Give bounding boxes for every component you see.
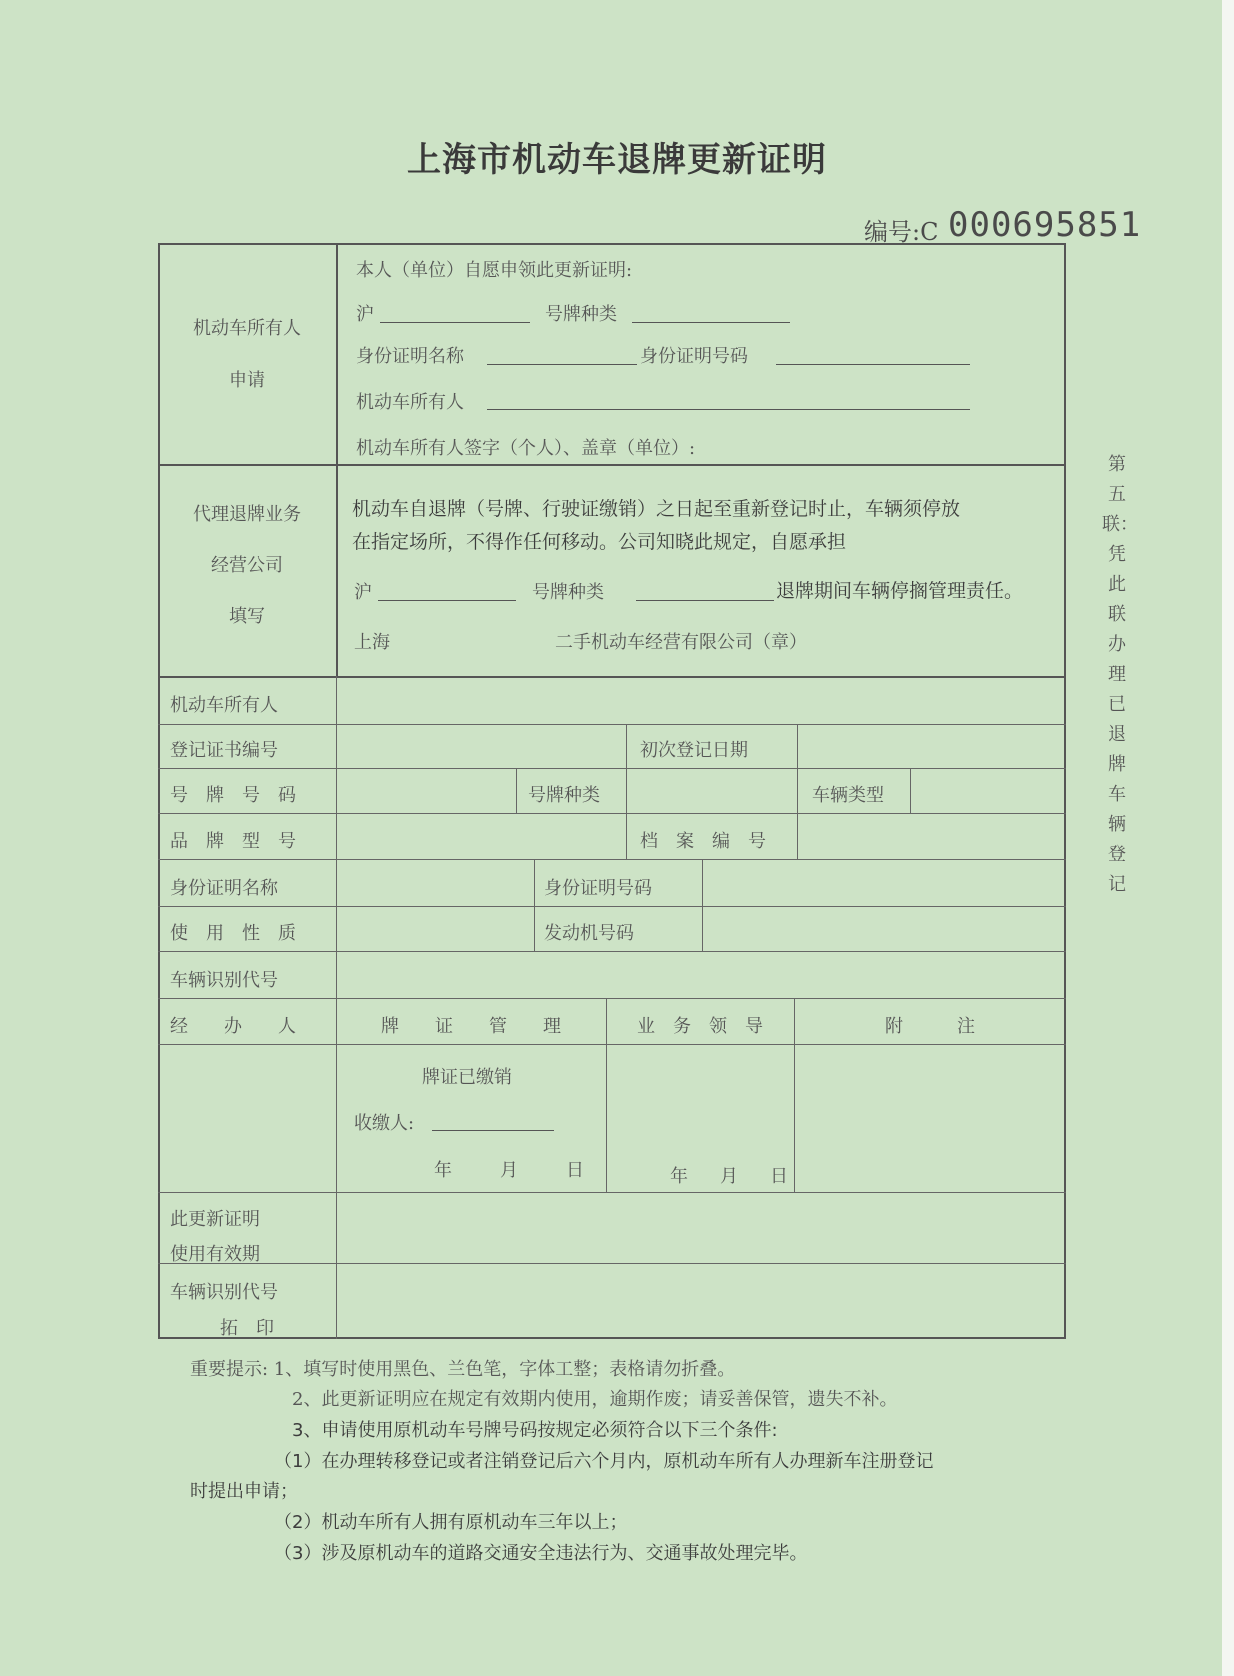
divider — [702, 859, 703, 951]
vehicle-type-label: 车辆类型 — [812, 785, 884, 806]
plate-type-label: 号牌种类 — [545, 304, 617, 325]
year-label: 年 — [434, 1160, 452, 1181]
plate-number-field[interactable] — [380, 322, 530, 323]
scan-edge — [1222, 0, 1234, 1676]
day-label-2: 日 — [770, 1166, 788, 1187]
validity-label-1: 此更新证明 — [170, 1209, 260, 1230]
copy-note-text: 第五联：凭此联办理已退牌车辆登记 — [1102, 454, 1138, 895]
id-number-label: 身份证明号码 — [640, 346, 748, 367]
plate-type-label-2: 号牌种类 — [532, 582, 604, 603]
brand-model-label: 品 牌 型 号 — [170, 831, 296, 852]
note-3: 3、申请使用原机动车号牌号码按规定必须符合以下三个条件: — [292, 1420, 778, 1441]
divider — [336, 676, 337, 1339]
divider — [158, 859, 1066, 860]
plate-type-row-label: 号牌种类 — [528, 785, 600, 806]
section2-header-1: 代理退牌业务 — [193, 504, 301, 525]
month-label-2: 月 — [720, 1166, 738, 1187]
company-label: 二手机动车经营有限公司（章） — [555, 632, 807, 653]
owner-field[interactable] — [487, 409, 970, 410]
divider — [158, 998, 1066, 999]
vin-rubbing-label-2: 拓 印 — [220, 1318, 274, 1339]
day-label: 日 — [566, 1160, 584, 1181]
divider — [797, 813, 798, 859]
id-number-row-label: 身份证明号码 — [544, 878, 652, 899]
section2-text-2: 在指定场所，不得作任何移动。公司知晓此规定，自愿承担 — [352, 531, 847, 553]
divider — [910, 768, 911, 813]
divider — [158, 1192, 1066, 1193]
collector-field[interactable] — [432, 1130, 554, 1131]
divider — [534, 859, 535, 951]
copy-note — [1102, 450, 1138, 900]
business-lead-label: 业 务 领 导 — [637, 1016, 763, 1037]
id-name-label: 身份证明名称 — [356, 346, 464, 367]
owner-label: 机动车所有人 — [356, 392, 464, 413]
note-2: 2、此更新证明应在规定有效期内使用，逾期作废；请妥善保管，遗失不补。 — [292, 1389, 898, 1410]
serial-label: 编号:C — [864, 218, 939, 246]
id-name-field[interactable] — [487, 364, 637, 365]
handler-label: 经 办 人 — [170, 1016, 296, 1037]
note-4b: 时提出申请； — [190, 1481, 298, 1502]
first-reg-date-label: 初次登记日期 — [640, 740, 748, 761]
divider — [626, 768, 627, 813]
divider — [797, 724, 798, 768]
divider — [336, 243, 338, 676]
consent-line: 本人（单位）自愿申领此更新证明: — [356, 260, 633, 281]
divider — [158, 724, 1066, 725]
signature-label: 机动车所有人签字（个人）、盖章（单位）: — [356, 438, 696, 459]
serial-number: 000695851 — [948, 205, 1142, 245]
note-5: （2）机动车所有人拥有原机动车三年以上； — [274, 1512, 628, 1533]
divider — [158, 906, 1066, 907]
plate-no-label: 号 牌 号 码 — [170, 785, 296, 806]
note-6: （3）涉及原机动车的道路交通安全违法行为、交通事故处理完毕。 — [274, 1543, 808, 1564]
hu-label-2: 沪 — [354, 582, 372, 603]
engine-no-label: 发动机号码 — [544, 923, 634, 944]
section2-header-2: 经营公司 — [211, 555, 283, 576]
collector-label: 收缴人: — [354, 1113, 415, 1134]
divider — [158, 464, 1066, 466]
vin-label: 车辆识别代号 — [170, 970, 278, 991]
cancelled-label: 牌证已缴销 — [422, 1067, 512, 1088]
note-4a: （1）在办理转移登记或者注销登记后六个月内，原机动车所有人办理新车注册登记 — [274, 1451, 934, 1472]
section2-text-1: 机动车自退牌（号牌、行驶证缴销）之日起至重新登记时止，车辆须停放 — [352, 498, 961, 520]
divider — [158, 768, 1066, 769]
hu-label: 沪 — [356, 304, 374, 325]
divider — [626, 724, 627, 768]
responsibility-text: 退牌期间车辆停搁管理责任。 — [776, 580, 1024, 602]
id-name-row-label: 身份证明名称 — [170, 878, 278, 899]
divider — [158, 676, 1066, 678]
plate-mgmt-label: 牌 证 管 理 — [381, 1016, 561, 1037]
shanghai-label: 上海 — [354, 632, 390, 653]
divider — [158, 1263, 1066, 1264]
id-number-field[interactable] — [776, 364, 970, 365]
divider — [626, 813, 627, 859]
divider — [158, 951, 1066, 952]
usage-label: 使 用 性 质 — [170, 923, 296, 944]
divider — [158, 1044, 1066, 1045]
reg-cert-label: 登记证书编号 — [170, 740, 278, 761]
validity-label-2: 使用有效期 — [170, 1244, 260, 1265]
divider — [797, 768, 798, 813]
remarks-label: 附 注 — [885, 1016, 975, 1037]
divider — [158, 813, 1066, 814]
divider — [516, 768, 517, 813]
plate-number-field-2[interactable] — [378, 600, 516, 601]
month-label: 月 — [500, 1160, 518, 1181]
owner-row-label: 机动车所有人 — [170, 695, 278, 716]
section1-header-2: 申请 — [229, 370, 265, 391]
year-label-2: 年 — [670, 1166, 688, 1187]
vin-rubbing-label-1: 车辆识别代号 — [170, 1282, 278, 1303]
plate-type-field-2[interactable] — [636, 600, 774, 601]
section1-header-1: 机动车所有人 — [193, 318, 301, 339]
archive-no-label: 档 案 编 号 — [640, 831, 766, 852]
plate-type-field[interactable] — [632, 322, 790, 323]
section2-header-3: 填写 — [229, 606, 265, 627]
page-title: 上海市机动车退牌更新证明 — [407, 140, 827, 180]
note-1: 重要提示: 1、填写时使用黑色、兰色笔，字体工整；表格请勿折叠。 — [190, 1359, 736, 1380]
